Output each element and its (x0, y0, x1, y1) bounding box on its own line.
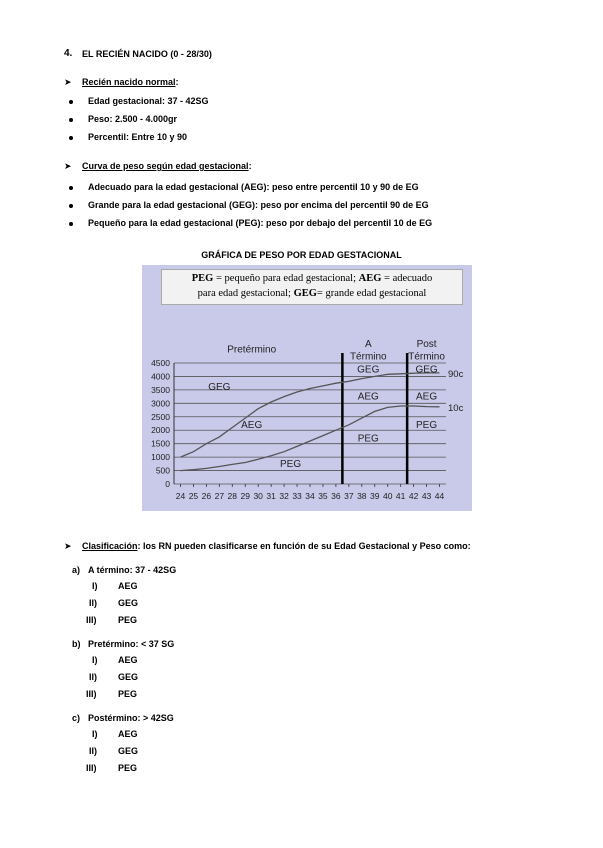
x-tick-label: 25 (188, 491, 199, 501)
group-letter: c) (72, 713, 81, 723)
arrow-bullet-icon: ➤ (64, 77, 72, 87)
x-tick-label: 24 (175, 491, 186, 501)
bullet-icon (69, 136, 73, 140)
series-line-10c (181, 406, 440, 471)
group-item-num: I) (92, 581, 98, 591)
curve-item: Adecuado para la edad gestacional (AEG): peso entre percentil 10 y 90 de EG (88, 182, 419, 192)
bullet-icon (69, 204, 73, 208)
region-label: GEG (357, 364, 380, 376)
section-title: EL RECIÉN NACIDO (0 - 28/30) (82, 49, 212, 59)
y-tick-label: 1000 (151, 452, 170, 463)
period-label: Post (416, 339, 437, 351)
y-tick-label: 1500 (151, 438, 170, 449)
region-label: PEG (280, 458, 302, 470)
group-item-num: II) (89, 746, 97, 756)
region-label: AEG (241, 419, 263, 431)
x-tick-label: 39 (370, 491, 380, 501)
x-tick-label: 32 (279, 491, 289, 501)
x-tick-label: 38 (357, 491, 367, 501)
y-tick-label: 3500 (151, 384, 170, 395)
period-label: A (364, 339, 372, 351)
legend-line-2: para edad gestacional; GEG= grande edad gestacional (197, 288, 427, 299)
curve-heading: Curva de peso según edad gestacional: (82, 161, 252, 171)
period-label: Pretérmino (227, 344, 277, 356)
group-item-num: I) (92, 729, 98, 739)
x-tick-label: 31 (266, 491, 276, 501)
y-tick-label: 0 (165, 479, 170, 489)
section-number: 4. (64, 48, 73, 59)
group-item: AEG (118, 655, 138, 665)
group-label: A término: 37 - 42SG (88, 565, 177, 575)
x-tick-label: 41 (395, 491, 406, 501)
bullet-icon (69, 186, 73, 190)
group-item: AEG (118, 729, 138, 739)
group-item: PEG (118, 763, 138, 773)
x-tick-label: 35 (318, 491, 328, 501)
x-tick-label: 36 (331, 491, 341, 501)
y-tick-label: 4500 (151, 358, 170, 368)
y-tick-label: 2500 (151, 411, 170, 422)
region-label: AEG (416, 391, 438, 403)
arrow-bullet-icon: ➤ (64, 161, 72, 171)
group-item: PEG (118, 615, 138, 625)
group-item: GEG (118, 598, 139, 608)
normal-item: Edad gestacional: 37 - 42SG (88, 96, 209, 106)
chart-plot-area (142, 265, 472, 511)
x-tick-label: 30 (253, 491, 263, 501)
bullet-icon (69, 100, 73, 104)
group-item-num: I) (92, 655, 98, 665)
group-label: Postérmino: > 42SG (88, 713, 174, 723)
group-letter: b) (72, 639, 81, 649)
group-label: Pretérmino: < 37 SG (88, 639, 175, 649)
region-label: PEG (357, 433, 379, 445)
x-tick-label: 37 (344, 491, 354, 501)
bullet-icon (69, 222, 73, 226)
chart-title: GRÁFICA DE PESO POR EDAD GESTACIONAL (201, 250, 402, 260)
series-end-label: 90c (448, 368, 464, 380)
group-item-num: II) (89, 672, 97, 682)
x-tick-label: 34 (305, 491, 315, 501)
region-label: AEG (357, 391, 379, 403)
x-tick-label: 26 (201, 491, 212, 501)
region-label: PEG (416, 419, 438, 431)
x-tick-label: 40 (382, 491, 393, 501)
group-letter: a) (72, 565, 81, 575)
bullet-icon (69, 118, 73, 122)
group-item-num: III) (86, 689, 97, 699)
x-tick-label: 42 (408, 491, 419, 501)
x-tick-label: 28 (227, 491, 238, 501)
series-end-label: 10c (448, 402, 464, 414)
group-item-num: III) (86, 763, 97, 773)
curve-item: Pequeño para la edad gestacional (PEG): peso por debajo del percentil 10 de EG (88, 218, 433, 228)
group-item: GEG (118, 672, 139, 682)
region-label: GEG (208, 382, 231, 394)
arrow-bullet-icon: ➤ (64, 541, 72, 551)
y-tick-label: 3000 (151, 398, 170, 409)
y-tick-label: 4000 (151, 371, 170, 382)
period-label: Término (349, 351, 387, 363)
group-item: AEG (118, 581, 138, 591)
x-tick-label: 27 (214, 491, 225, 501)
normal-item: Percentil: Entre 10 y 90 (88, 132, 188, 142)
x-tick-label: 44 (434, 491, 445, 501)
curve-item: Grande para la edad gestacional (GEG): peso por encima del percentil 90 de EG (88, 200, 429, 210)
x-tick-label: 29 (240, 491, 250, 501)
normal-heading: Recién nacido normal: (82, 77, 179, 87)
legend-line-1: PEG = pequeño para edad gestacional; AEG = adecuado (191, 273, 433, 284)
group-item: PEG (118, 689, 138, 699)
x-tick-label: 33 (292, 491, 302, 501)
x-tick-label: 43 (421, 491, 432, 501)
normal-item: Peso: 2.500 - 4.000gr (88, 114, 178, 124)
group-item: GEG (118, 746, 139, 756)
region-label: GEG (415, 364, 438, 376)
group-item-num: III) (86, 615, 97, 625)
group-item-num: II) (89, 598, 97, 608)
y-tick-label: 2000 (151, 425, 170, 436)
y-tick-label: 500 (155, 465, 170, 476)
weight-chart (142, 265, 472, 511)
period-label: Término (408, 351, 445, 363)
classification-heading: Clasificación: los RN pueden clasificarse en función de su Edad Gestacional y Peso como: (82, 541, 471, 551)
